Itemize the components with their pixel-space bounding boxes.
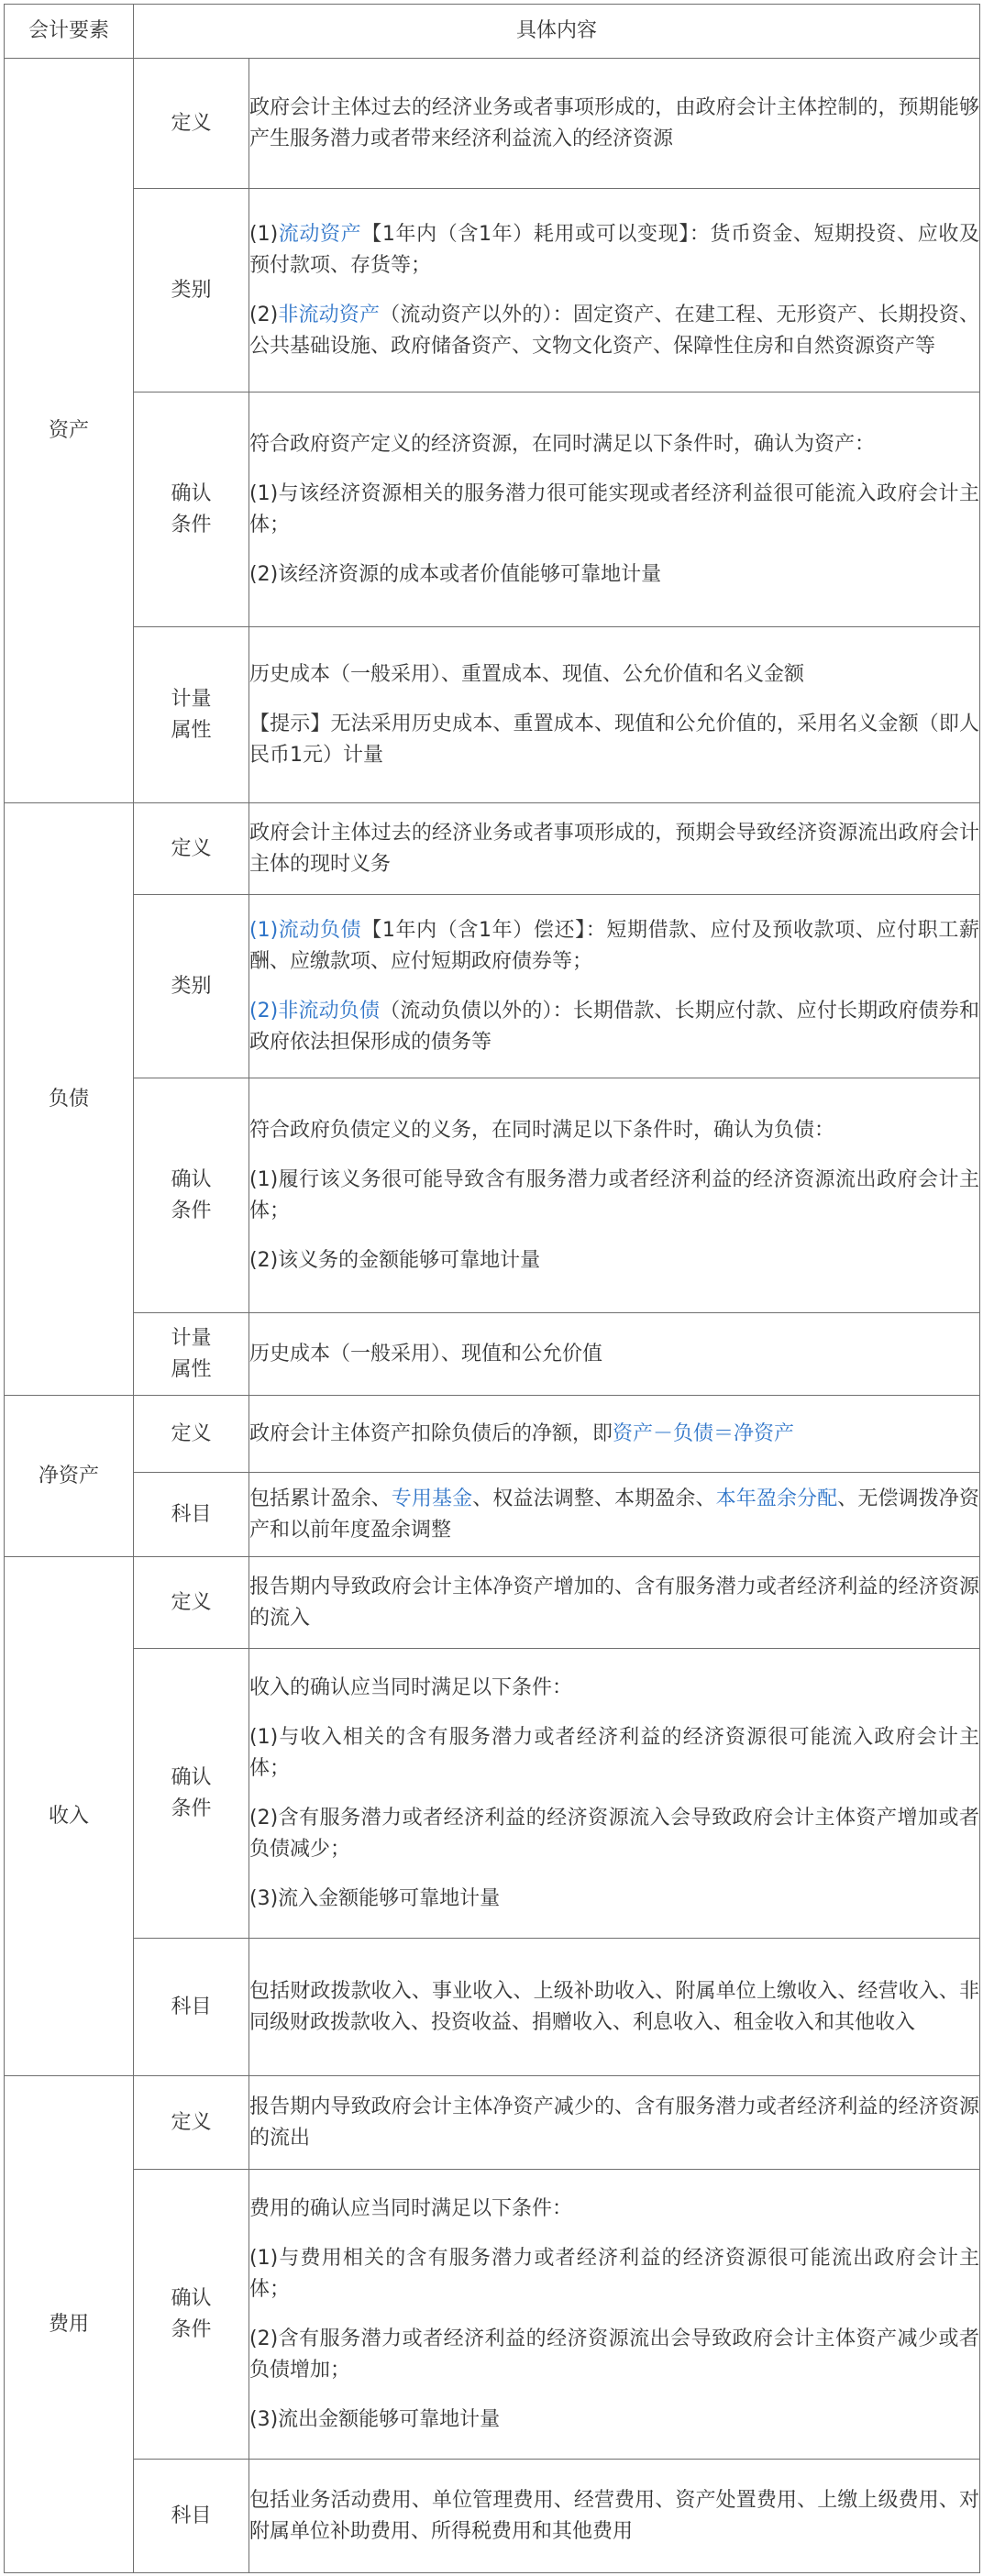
revenue-subjects: 包括财政拨款收入、事业收入、上级补助收入、附属单位上缴收入、经营收入、非同级财政拨款收入、投资收益、捐赠收入、利息收入、租金收入和其他收入: [249, 1939, 980, 2076]
expenses-subjects-row: [5, 2460, 980, 2573]
net-assets-subjects-row: [5, 1473, 980, 1557]
highlight-text: (2)非流动负债: [249, 999, 381, 1023]
sub-label: 类别: [134, 895, 249, 1078]
sub-label: 定义: [134, 1396, 249, 1473]
expenses-subjects: 包括业务活动费用、单位管理费用、经营费用、资产处置费用、上缴上级费用、对附属单位补助费用、所得税费用和其他费用: [249, 2460, 980, 2573]
assets-measurement-row: [5, 627, 980, 803]
highlight-text: 资产－负债＝净资产: [613, 1421, 795, 1445]
sub-label: 确认 条件: [134, 1649, 249, 1939]
expenses-recognition: 费用的确认应当同时满足以下条件： (1)与费用相关的含有服务潜力或者经济利益的经济资源很可能流出政府会计主体； (2)含有服务潜力或者经济利益的经济资源流出会导致政府会计主体资产减少或者负债增加； (3)流出金额能够可靠地计量: [249, 2170, 980, 2460]
liabilities-measurement-row: [5, 1313, 980, 1396]
category-expenses: 费用: [5, 2076, 134, 2573]
liabilities-type-row: [5, 895, 980, 1078]
sub-label: 确认 条件: [134, 392, 249, 627]
header-element: 会计要素: [5, 5, 134, 59]
expenses-definition: 报告期内导致政府会计主体净资产减少的、含有服务潜力或者经济利益的经济资源的流出: [249, 2076, 980, 2170]
sub-label: 类别: [134, 189, 249, 392]
assets-definition: 政府会计主体过去的经济业务或者事项形成的，由政府会计主体控制的，预期能够产生服务潜力或者带来经济利益流入的经济资源: [249, 59, 980, 189]
category-net-assets: 净资产: [5, 1396, 134, 1557]
liabilities-types: (1)流动负债【1年内（含1年）偿还】：短期借款、应付及预收款项、应付职工薪酬、应缴款项、应付短期政府债券等； (2)非流动负债（流动负债以外的）：长期借款、长期应付款、应付长期政府债券和政府依法担保形成的债务等: [249, 895, 980, 1078]
revenue-recognition-row: [5, 1649, 980, 1939]
liabilities-recognition: 符合政府负债定义的义务，在同时满足以下条件时，确认为负债： (1)履行该义务很可能导致含有服务潜力或者经济利益的经济资源流出政府会计主体； (2)该义务的金额能够可靠地计量: [249, 1078, 980, 1313]
highlight-text: 专用基金: [391, 1487, 473, 1510]
liabilities-definition-row: [5, 803, 980, 895]
revenue-definition: 报告期内导致政府会计主体净资产增加的、含有服务潜力或者经济利益的经济资源的流入: [249, 1557, 980, 1649]
liabilities-recognition-row: [5, 1078, 980, 1313]
revenue-definition-row: [5, 1557, 980, 1649]
highlight-text: 非流动资产: [278, 303, 381, 326]
sub-label: 确认 条件: [134, 1078, 249, 1313]
highlight-text: 本年盈余分配: [715, 1487, 838, 1510]
net-assets-definition-row: [5, 1396, 980, 1473]
expenses-definition-row: [5, 2076, 980, 2170]
sub-label: 定义: [134, 1557, 249, 1649]
net-assets-subjects: 包括累计盈余、专用基金、权益法调整、本期盈余、本年盈余分配、无偿调拨净资产和以前年度盈余调整: [249, 1473, 980, 1557]
assets-measurement: 历史成本（一般采用）、重置成本、现值、公允价值和名义金额 【提示】无法采用历史成本、重置成本、现值和公允价值的，采用名义金额（即人民币1元）计量: [249, 627, 980, 803]
sub-label: 定义: [134, 2076, 249, 2170]
assets-types: (1)流动资产【1年内（含1年）耗用或可以变现】：货币资金、短期投资、应收及预付款项、存货等； (2)非流动资产（流动资产以外的）：固定资产、在建工程、无形资产、长期投资、公共基础设施、政府储备资产、文物文化资产、保障性住房和自然资源资产等: [249, 189, 980, 392]
sub-label: 确认 条件: [134, 2170, 249, 2460]
sub-label: 计量 属性: [134, 627, 249, 803]
liabilities-measurement: 历史成本（一般采用）、现值和公允价值: [249, 1313, 980, 1396]
highlight-text: (1)流动负债: [249, 918, 362, 942]
sub-label: 计量 属性: [134, 1313, 249, 1396]
sub-label: 科目: [134, 1939, 249, 2076]
category-assets: 资产: [5, 59, 134, 803]
revenue-recognition: 收入的确认应当同时满足以下条件： (1)与收入相关的含有服务潜力或者经济利益的经济资源很可能流入政府会计主体； (2)含有服务潜力或者经济利益的经济资源流入会导致政府会计主体资产增加或者负债减少； (3)流入金额能够可靠地计量: [249, 1649, 980, 1939]
sub-label: 科目: [134, 2460, 249, 2573]
assets-definition-row: [5, 59, 980, 189]
expenses-recognition-row: [5, 2170, 980, 2460]
assets-recognition-row: [5, 392, 980, 627]
header-row: [5, 5, 980, 59]
header-content: 具体内容: [134, 5, 980, 59]
assets-recognition: 符合政府资产定义的经济资源，在同时满足以下条件时，确认为资产： (1)与该经济资源相关的服务潜力很可能实现或者经济利益很可能流入政府会计主体； (2)该经济资源的成本或者价值能够可靠地计量: [249, 392, 980, 627]
sub-label: 科目: [134, 1473, 249, 1557]
category-liabilities: 负债: [5, 803, 134, 1396]
accounting-elements-table: [4, 4, 980, 2573]
sub-label: 定义: [134, 59, 249, 189]
net-assets-definition: 政府会计主体资产扣除负债后的净额，即资产－负债＝净资产: [249, 1396, 980, 1473]
liabilities-definition: 政府会计主体过去的经济业务或者事项形成的，预期会导致经济资源流出政府会计主体的现时义务: [249, 803, 980, 895]
revenue-subjects-row: [5, 1939, 980, 2076]
assets-type-row: [5, 189, 980, 392]
sub-label: 定义: [134, 803, 249, 895]
highlight-text: 流动资产: [278, 222, 362, 246]
category-revenue: 收入: [5, 1557, 134, 2076]
